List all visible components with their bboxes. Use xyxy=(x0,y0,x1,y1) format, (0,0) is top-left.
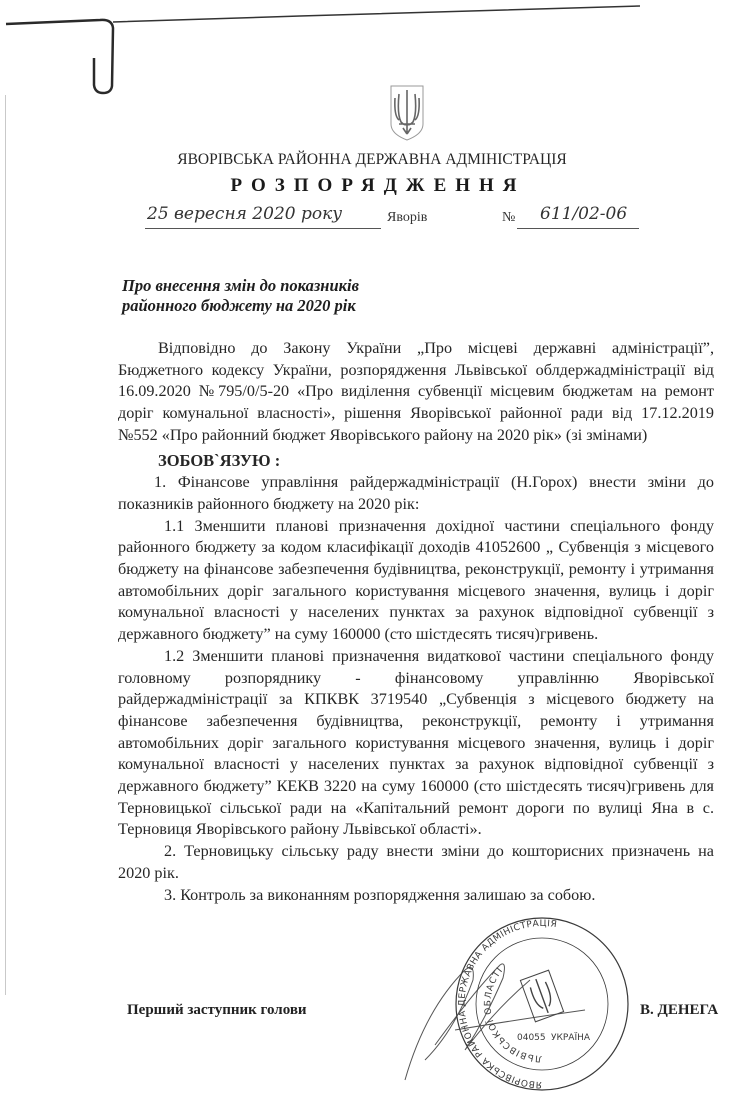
number-label: № xyxy=(502,210,516,225)
signature-area xyxy=(0,910,744,1100)
document-type-title: РОЗПОРЯДЖЕННЯ xyxy=(230,175,526,196)
scan-edge xyxy=(5,95,6,995)
subject-line-1: Про внесення змін до показників xyxy=(122,276,359,295)
item-1: 1. Фінансове управління райдержадміністрації (Н.Горох) внести зміни до показників районного бюджету на 2020 рік: xyxy=(118,473,714,513)
stamp-outer-text: ЯВОРІВСЬКА РАЙОННА ДЕРЖАВНА АДМІНІСТРАЦІЯ xyxy=(457,919,558,1090)
subject-line-2: районного бюджету на 2020 рік xyxy=(122,296,356,315)
item-1-2: 1.2 Зменшити планові призначення видаткової частини спеціального фонду головному розпоряднику - фінансовому управлінню Яворівської райдержадміністрації за КПКВК 3719540 „Субвенція з місцевого бюджету на фінансове забезпечення будівництва, реконструкції, ремонту і утримання автомобільних доріг загального користування місцевого значення, вулиць і доріг комунальної власності у населених пунктах за рахунок відповідної субвенції з державного бюджету” КЕКВ 3220 на суму 160000 (сто шістдесять тисяч)гривень для Терновицької сільської ради на «Капітальний ремонт дороги по вулиці Яна в с. Терновиця Яворівського району Львівської області». xyxy=(118,646,714,839)
preamble-paragraph: Відповідно до Закону України „Про місцеві державні адміністрації”, Бюджетного кодексу України, розпорядження Львівської облдержадміністрації від 16.09.2020 №795/0/5-20 «Про виділення субвенції місцевим бюджетам на ремонт доріг комунальної власності», рішення Яворівської районної ради від 17.12.2019 №552 «Про районний бюджет Яворівського району на 2020 рік» (зі змінами) xyxy=(118,339,714,444)
date-underline xyxy=(145,228,381,229)
number-underline xyxy=(517,228,639,229)
place-name: Яворів xyxy=(387,210,428,225)
official-seal-icon xyxy=(455,916,630,1094)
signatory-position: Перший заступник голови xyxy=(127,1002,307,1019)
signatory-name: В. ДЕНЕГА xyxy=(640,1002,719,1019)
item-3: 3. Контроль за виконанням розпорядження залишаю за собою. xyxy=(164,885,596,904)
document-body xyxy=(118,338,714,906)
stamp-inner-text: ЛЬВІВСЬКОЇ ОБЛАСТІ xyxy=(483,965,543,1064)
oblige-heading: ЗОБОВ`ЯЗУЮ : xyxy=(158,450,281,470)
item-1-1: 1.1 Зменшити планові призначення дохідної частини спеціального фонду районного бюджету за кодом класифікації доходів 41052600 „ Субвенція з місцевого бюджету на фінансове забезпечення будівництва, реконструкції, ремонту і утримання автомобільних доріг загального користування місцевого значення, вулиць і доріг комунальної власності у населених пунктах за рахунок відповідної субвенції з державного бюджету” на суму 160000 (сто шістдесять тисяч)гривень. xyxy=(118,516,714,644)
handwritten-number: 611/02-06 xyxy=(540,204,628,224)
item-2: 2. Терновицьку сільську раду внести зміни до кошторисних призначень на 2020 рік. xyxy=(118,842,714,882)
stamp-code: 04055 xyxy=(517,1033,546,1044)
stamp-country: УКРАЇНА xyxy=(551,1033,591,1044)
handwritten-date: 25 вересня 2020 року xyxy=(147,204,343,224)
subject-heading xyxy=(122,276,744,316)
date-number-line xyxy=(145,202,645,234)
organization-name: ЯВОРІВСЬКА РАЙОННА ДЕРЖАВНА АДМІНІСТРАЦІЯ xyxy=(177,151,567,168)
paper-clip-icon xyxy=(0,0,744,100)
